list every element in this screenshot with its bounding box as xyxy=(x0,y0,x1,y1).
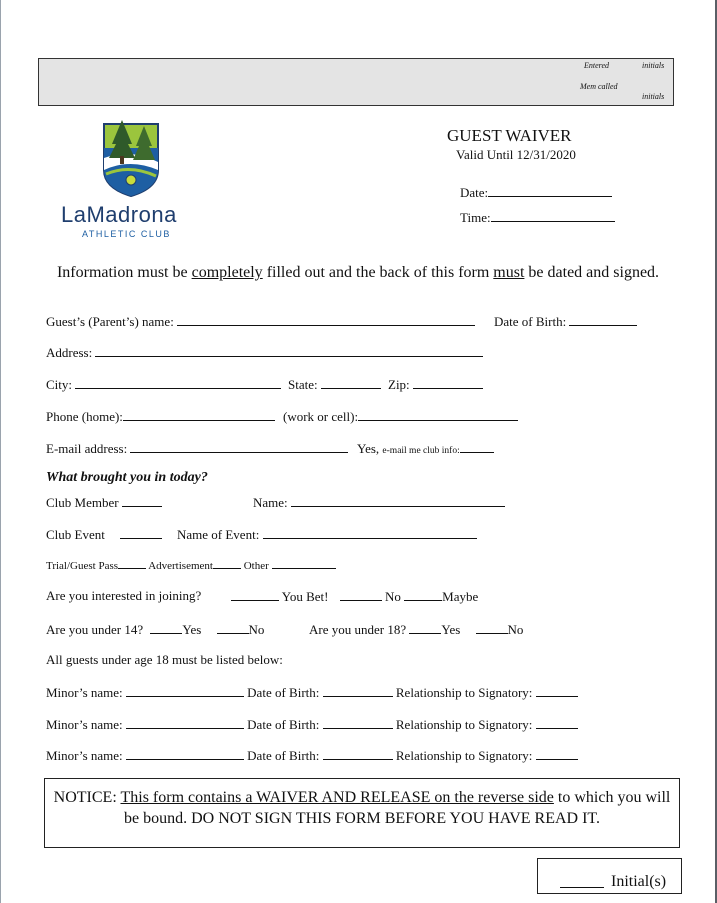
valid-until: Valid Until 12/31/2020 xyxy=(456,147,576,162)
instructions-completely: completely xyxy=(191,264,263,281)
instructions xyxy=(38,262,678,283)
guest-dob-blank[interactable] xyxy=(569,313,637,326)
entered-label: Entered xyxy=(584,61,610,70)
office-use-box xyxy=(38,58,674,106)
source-options xyxy=(46,558,336,572)
initials-blank[interactable] xyxy=(560,873,604,888)
initials-box[interactable] xyxy=(537,858,682,894)
minor-dob-label: Date of Birth: xyxy=(247,717,320,732)
mem-called-initials-label: initials xyxy=(642,92,665,101)
page-left-edge xyxy=(0,0,1,903)
minor-dob-blank[interactable] xyxy=(323,747,393,760)
state-field[interactable] xyxy=(288,376,381,393)
under18-yes-blank[interactable] xyxy=(409,621,441,634)
club-logo-emblem xyxy=(100,118,162,198)
you-bet-label: You Bet! xyxy=(281,589,329,604)
email-optin-blank[interactable] xyxy=(460,440,494,453)
phone-work-label: (work or cell): xyxy=(283,409,359,424)
club-event-field[interactable] xyxy=(46,526,162,543)
email-optin-field[interactable] xyxy=(357,440,494,457)
minor-row-2[interactable] xyxy=(46,716,578,733)
trial-blank[interactable] xyxy=(118,558,146,569)
minor-name-label: Minor’s name: xyxy=(46,748,123,763)
minor-name-label: Minor’s name: xyxy=(46,717,123,732)
club-logo-tagline: ATHLETIC CLUB xyxy=(82,229,171,239)
minor-rel-label: Relationship to Signatory: xyxy=(395,685,533,700)
phone-home-field[interactable] xyxy=(46,408,275,425)
time-label: Time: xyxy=(460,210,491,225)
guest-name-label: Guest’s (Parent’s) name: xyxy=(46,314,174,329)
other-label: Other xyxy=(243,560,269,572)
no-join-blank[interactable] xyxy=(340,588,382,601)
zip-field[interactable] xyxy=(388,376,483,393)
club-member-label: Club Member xyxy=(46,495,119,510)
city-label: City: xyxy=(46,377,73,392)
minor-dob-label: Date of Birth: xyxy=(247,685,320,700)
joining-options xyxy=(231,588,478,605)
minors-intro: All guests under age 18 must be listed below: xyxy=(46,652,283,667)
guest-name-blank[interactable] xyxy=(177,313,475,326)
phone-home-label: Phone (home): xyxy=(46,409,123,424)
under14-yes-label: Yes xyxy=(182,622,202,637)
club-event-blank[interactable] xyxy=(120,526,162,539)
under14-no-label: No xyxy=(248,622,265,637)
minor-dob-blank[interactable] xyxy=(323,716,393,729)
minor-rel-blank[interactable] xyxy=(536,684,578,697)
minor-dob-blank[interactable] xyxy=(323,684,393,697)
form-title: GUEST WAIVER xyxy=(447,126,572,145)
under18-no-blank[interactable] xyxy=(476,621,508,634)
instructions-part3: be dated and signed. xyxy=(524,264,660,281)
instructions-part1: Information must be xyxy=(56,264,192,281)
date-blank[interactable] xyxy=(488,184,612,197)
email-yes-label: Yes, xyxy=(357,441,380,456)
minor-name-blank[interactable] xyxy=(126,747,244,760)
address-blank[interactable] xyxy=(95,344,483,357)
under14-no-blank[interactable] xyxy=(217,621,249,634)
email-field[interactable] xyxy=(46,440,348,457)
city-field[interactable] xyxy=(46,376,281,393)
guest-dob-field[interactable] xyxy=(494,313,637,330)
state-blank[interactable] xyxy=(321,376,381,389)
city-blank[interactable] xyxy=(75,376,281,389)
minor-rel-label: Relationship to Signatory: xyxy=(395,717,533,732)
member-name-field[interactable] xyxy=(253,494,505,511)
minor-row-1[interactable] xyxy=(46,684,578,701)
member-name-label: Name: xyxy=(253,495,288,510)
initials-label: Initial(s) xyxy=(611,873,667,890)
minor-rel-blank[interactable] xyxy=(536,747,578,760)
minor-rel-blank[interactable] xyxy=(536,716,578,729)
minor-name-blank[interactable] xyxy=(126,684,244,697)
notice-suffix: to which you will be bound. DO NOT SIGN THIS FORM BEFORE YOU HAVE READ IT. xyxy=(123,789,671,827)
minor-name-label: Minor’s name: xyxy=(46,685,123,700)
under14-yes-blank[interactable] xyxy=(150,621,182,634)
under14-question xyxy=(46,621,264,638)
under14-label: Are you under 14? xyxy=(46,622,144,637)
joining-question: Are you interested in joining? xyxy=(46,588,202,603)
no-join-label: No xyxy=(385,589,401,604)
address-field[interactable] xyxy=(46,344,483,361)
address-label: Address: xyxy=(46,345,93,360)
you-bet-blank[interactable] xyxy=(231,588,279,601)
trial-label: Trial/Guest Pass xyxy=(46,560,119,572)
club-member-field[interactable] xyxy=(46,494,162,511)
under18-no-label: No xyxy=(507,622,524,637)
guest-name-field[interactable] xyxy=(46,313,475,330)
club-event-label: Club Event xyxy=(46,527,105,542)
member-name-blank[interactable] xyxy=(291,494,505,507)
email-blank[interactable] xyxy=(130,440,348,453)
phone-home-blank[interactable] xyxy=(123,408,275,421)
mem-called-label: Mem called xyxy=(580,82,618,91)
phone-work-field[interactable] xyxy=(283,408,518,425)
instructions-part2: filled out and the back of this form xyxy=(262,264,494,281)
notice-underlined: This form contains a WAIVER AND RELEASE on the reverse side xyxy=(120,789,554,806)
club-logo-name: LaMadrona xyxy=(61,202,177,227)
email-optin-label: e-mail me club info: xyxy=(382,446,460,456)
phone-work-blank[interactable] xyxy=(358,408,518,421)
brought-heading: What brought you in today? xyxy=(46,470,208,485)
date-field[interactable] xyxy=(460,184,612,201)
instructions-must: must xyxy=(493,264,525,281)
notice-prefix: NOTICE: xyxy=(53,789,121,806)
under18-question xyxy=(309,621,523,638)
state-label: State: xyxy=(288,377,318,392)
club-member-blank[interactable] xyxy=(122,494,162,507)
maybe-blank[interactable] xyxy=(404,588,442,601)
zip-label: Zip: xyxy=(388,377,410,392)
time-field[interactable] xyxy=(460,209,615,226)
other-blank[interactable] xyxy=(272,558,336,569)
entered-initials-label: initials xyxy=(642,61,665,70)
guest-dob-label: Date of Birth: xyxy=(494,314,567,329)
event-name-blank[interactable] xyxy=(263,526,477,539)
advertisement-label: Advertisement xyxy=(148,560,213,572)
email-label: E-mail address: xyxy=(46,441,128,456)
under18-yes-label: Yes xyxy=(441,622,461,637)
minor-name-blank[interactable] xyxy=(126,716,244,729)
advertisement-blank[interactable] xyxy=(213,558,241,569)
zip-blank[interactable] xyxy=(413,376,483,389)
maybe-label: Maybe xyxy=(442,589,479,604)
minor-row-3[interactable] xyxy=(46,747,578,764)
date-label: Date: xyxy=(460,185,489,200)
event-name-field[interactable] xyxy=(177,526,477,543)
waiver-notice xyxy=(44,778,680,848)
time-blank[interactable] xyxy=(491,209,615,222)
event-name-label: Name of Event: xyxy=(177,527,260,542)
under18-label: Are you under 18? xyxy=(309,622,407,637)
minor-dob-label: Date of Birth: xyxy=(247,748,320,763)
minor-rel-label: Relationship to Signatory: xyxy=(395,748,533,763)
